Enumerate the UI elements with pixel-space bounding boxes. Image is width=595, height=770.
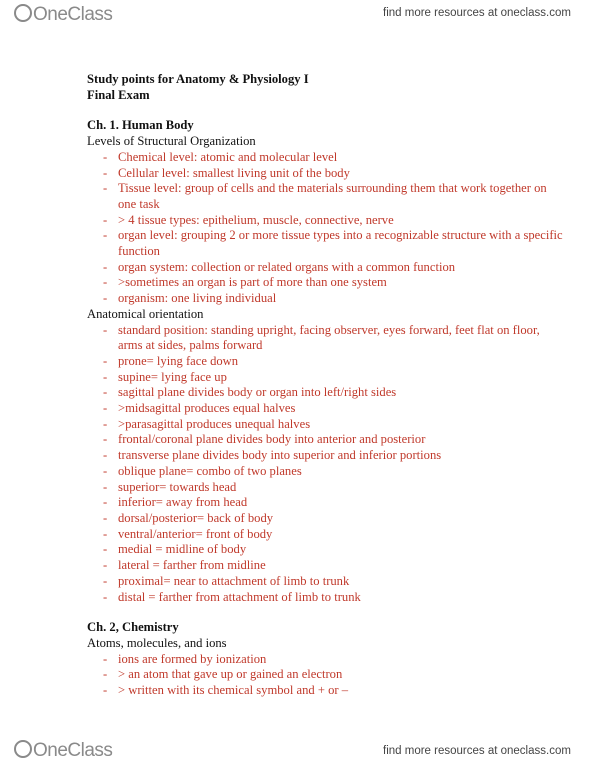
list-item: - >sometimes an organ is part of more than one system <box>103 275 387 290</box>
logo-circle-icon <box>14 4 32 22</box>
bullet-dash: - <box>103 479 108 494</box>
bullet-dash: - <box>103 683 108 698</box>
bullet-dash: - <box>103 401 108 416</box>
chapter-2-heading: Ch. 2, Chemistry <box>87 620 179 635</box>
bullet-dash: - <box>103 369 108 384</box>
bullet-dash: - <box>103 149 108 164</box>
list-item: - Tissue level: group of cells and the materials surrounding them that work together on one task <box>103 181 547 211</box>
bullet-dash: - <box>103 510 108 525</box>
list-item: - Chemical level: atomic and molecular level <box>103 149 338 164</box>
header-bar <box>0 0 595 30</box>
list-item: - sagittal plane divides body or organ into left/right sides <box>103 385 397 400</box>
bullet-dash: - <box>103 228 108 243</box>
levels-list <box>87 150 567 307</box>
list-item: - medial = midline of body <box>103 542 247 557</box>
atoms-list <box>87 652 567 699</box>
bullet-dash: - <box>103 259 108 274</box>
bullet-dash: - <box>103 463 108 478</box>
bullet-dash: - <box>103 181 108 196</box>
list-item: - organ system: collection or related organs with a common function <box>103 259 456 274</box>
logo-text: OneClass <box>33 4 113 25</box>
bullet-dash: - <box>103 667 108 682</box>
bullet-dash: - <box>103 165 108 180</box>
logo-circle-icon <box>14 740 32 758</box>
chapter-1-heading: Ch. 1. Human Body <box>87 118 194 133</box>
list-item: - >midsagittal produces equal halves <box>103 401 296 416</box>
bullet-dash: - <box>103 558 108 573</box>
list-item: - ions are formed by ionization <box>103 651 267 666</box>
resources-link[interactable]: find more resources at oneclass.com <box>383 7 571 19</box>
orientation-list <box>87 323 567 606</box>
bullet-dash: - <box>103 651 108 666</box>
bullet-dash: - <box>103 353 108 368</box>
document-title-line1: Study points for Anatomy & Physiology I <box>87 72 309 86</box>
bullet-dash: - <box>103 322 108 337</box>
document-body <box>87 72 567 699</box>
list-item: - dorsal/posterior= back of body <box>103 510 274 525</box>
bullet-dash: - <box>103 416 108 431</box>
list-item: - >parasagittal produces unequal halves <box>103 416 311 431</box>
list-item: - prone= lying face down <box>103 353 239 368</box>
oneclass-logo[interactable] <box>14 4 112 26</box>
bullet-dash: - <box>103 495 108 510</box>
list-item: - proximal= near to attachment of limb to trunk <box>103 573 350 588</box>
list-item: - > an atom that gave up or gained an electron <box>103 667 343 682</box>
levels-heading: Levels of Structural Organization <box>87 134 256 149</box>
bullet-dash: - <box>103 275 108 290</box>
list-item: - transverse plane divides body into superior and inferior portions <box>103 448 442 463</box>
list-item: - > written with its chemical symbol and + or – <box>103 683 349 698</box>
bullet-dash: - <box>103 589 108 604</box>
footer-oneclass-logo[interactable] <box>14 740 112 762</box>
bullet-dash: - <box>103 291 108 306</box>
atoms-heading: Atoms, molecules, and ions <box>87 635 227 650</box>
list-item: - distal = farther from attachment of limb to trunk <box>103 589 361 604</box>
bullet-dash: - <box>103 448 108 463</box>
list-item: - lateral = farther from midline <box>103 558 266 573</box>
list-item: - organism: one living individual <box>103 291 277 306</box>
bullet-dash: - <box>103 573 108 588</box>
list-item: - ventral/anterior= front of body <box>103 526 273 541</box>
bullet-dash: - <box>103 542 108 557</box>
list-item: - Cellular level: smallest living unit of the body <box>103 165 350 180</box>
bullet-dash: - <box>103 385 108 400</box>
list-item: - superior= towards head <box>103 479 237 494</box>
list-item: - organ level: grouping 2 or more tissue types into a recognizable structure with a specific function <box>103 228 563 259</box>
bullet-dash: - <box>103 212 108 227</box>
list-item: - inferior= away from head <box>103 495 248 510</box>
bullet-dash: - <box>103 432 108 447</box>
footer-resources-link[interactable]: find more resources at oneclass.com <box>383 745 571 757</box>
footer-logo-text: OneClass <box>33 740 113 761</box>
orientation-heading: Anatomical orientation <box>87 306 204 321</box>
list-item: - supine= lying face up <box>103 369 227 384</box>
list-item: - standard position: standing upright, facing observer, eyes forward, feet flat on floor, arms at sides, palms forward <box>103 322 540 353</box>
document-title-line2: Final Exam <box>87 87 150 102</box>
bullet-dash: - <box>103 526 108 541</box>
list-item: - frontal/coronal plane divides body into anterior and posterior <box>103 432 426 447</box>
list-item: - > 4 tissue types: epithelium, muscle, connective, nerve <box>103 212 394 227</box>
list-item: - oblique plane= combo of two planes <box>103 463 302 478</box>
